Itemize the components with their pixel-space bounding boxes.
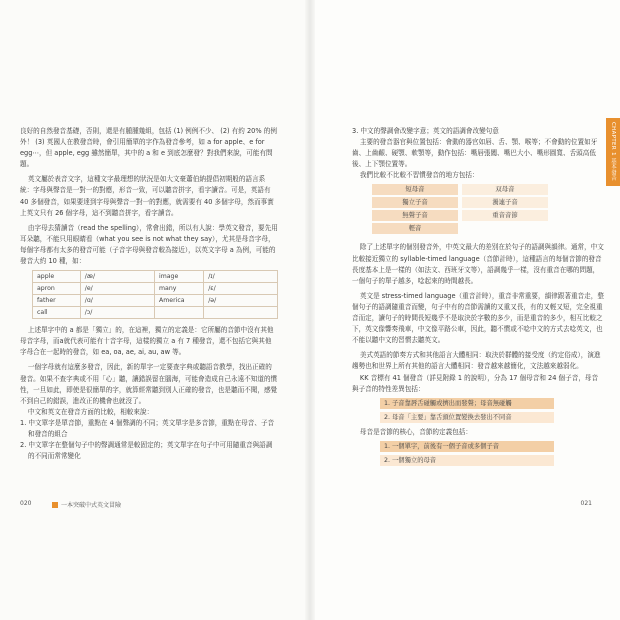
highlight-box: 2. 母音「主要」靠舌頭位置變換去發出不同音 — [380, 412, 554, 423]
table-cell: apple — [33, 271, 81, 283]
table-row — [33, 295, 278, 307]
table-cell: /ɛ/ — [204, 283, 278, 295]
paragraph: 我們比較不比較不習慣發音的地方包括： — [359, 171, 479, 180]
paragraph: 英文屬於表音文字，這種文字最理想的狀況是如大文豪蕭伯納提倡初期般的語言系統：字母與聲音是一對一的對應，形音一致，可以聽音拼字，看字讀音。可是，英語有 40 多個發音，如果要達到字母與聲音一對一的對應，就需要有 40 多個字母，然而事實上英文只有 26 個字母，這不到聽音拼字，看字讀音。 — [20, 175, 274, 217]
paragraph: 良好的自然發音基礎，否則，還是有腫腫幾組，包括 (1) 例例不少、 (2) 有約 20% 的例外！ (3) 英國人在教發音時，會引用簡單的字作為發音參考，如 a for apple、e for egg⋯，但 apple, egg 雖然簡單，其中的 a 和 e 到底怎麼發？對我們來說，可能有問題。 — [20, 127, 277, 169]
paragraph: 英文是 stress-timed language（重音計時），重音非常重要，韻律跟著重音走，整個句子的語調隨重音而變，句子中有的音節需讀的又重又長，有的又輕又短，完全視重音而定，讀句子的時間長短幾乎不是取決於字數的多少，而是重音的多少，相互比較之下，英文像響奏飛車，中文像平路公車，因此，聽不慣或不唸中文的方式去唸英文，也不能以聽中文的習慣去聽英文。 — [352, 291, 604, 345]
paragraph: 母音是音節的核心，音節的定義包括： — [359, 427, 472, 436]
grid-cell: 無聲子音 — [372, 210, 458, 221]
highlight-box: 2. 一個獨立的母音 — [380, 455, 554, 466]
table-cell: apron — [33, 283, 81, 295]
grid-cell: 獨立子音 — [372, 197, 458, 208]
left-text-column — [20, 126, 278, 462]
paragraph: 上述單字中的 a 都是「獨立」的，在這裡，獨立的定義是：它所屬的音節中沒有其他母音字母，而a就代表可能有十音字母，這樣的獨立 a 有 7 種發音，還不包括它與其他字母合在一起時的發音，如 ea, oa, ae, ai, au, aw 等。 — [20, 326, 274, 357]
right-text-column — [352, 126, 604, 468]
table-cell: /e/ — [80, 283, 154, 295]
orange-square-icon — [52, 502, 58, 508]
table-cell: /ɑ/ — [80, 295, 154, 307]
highlight-box: 1. 一個單字，前後有一個子音或多個子音 — [380, 441, 554, 452]
list-item: 1. 中文單字是單音節，重點在 4 個聲調的不同；英文單字是多音節，重點在母音、子音和發音的組合 — [20, 418, 275, 438]
table-cell: /ɪ/ — [204, 271, 278, 283]
grid-cell: 重音音節 — [462, 210, 548, 221]
book-gutter — [305, 0, 315, 620]
table-cell: America — [155, 295, 204, 307]
table-cell: call — [33, 307, 81, 319]
table-cell — [204, 307, 278, 319]
paragraph: KK 音標有 41 個發音（詳見附錄 1 的說明），分為 17 個母音和 24 個子音，母音與子音的特性差異包括： — [352, 373, 599, 393]
paragraph: 一個字母就有這麼多發音，因此，新的單字一定要查字典或聽語音教學，找出正確的發音。如果不查字典或不用「心」聽，讓錯誤留在腦海，可能會造成自己永遠不知道的慣性，一旦如此，即使是很簡單的字，就算經常聽到別人正確的發音，也是聽而不聞，感覺不到自己的錯誤，進改正的機會也就沒了。 — [20, 363, 278, 405]
table-cell: /ɔ/ — [80, 307, 154, 319]
speech-sound-grid — [372, 184, 604, 234]
paragraph: 由字母去猜讀音（read the spelling），常會出錯，所以有人說：學英文發音，要先用耳朵聽，不能只用眼睛看（what you see is not what they say），尤其是母音字母，每個字母都有太多的發音可能（子音字母與發音較為接近），以英文字母 a 為例，可能的發音大約 10 種，如： — [20, 223, 278, 266]
table-cell: image — [155, 271, 204, 283]
page-number-left: 020 — [20, 500, 32, 507]
grid-cell: 輕音 — [372, 223, 458, 234]
table-cell: /ə/ — [204, 295, 278, 307]
table-row — [33, 307, 278, 319]
running-title-text: 一本突破中式英文冒險 — [61, 502, 122, 509]
paragraph: 除了上述單字的個別發音外，中英文最大的差別在於句子的語調與韻律。通常，中文比較接近獨立的 syllable-timed language（音節計時），這種語言的每個音節的發音長度基本上是一樣的（如法文、西班牙文等），語調幾乎一樣，沒有重音在哪的問題，一個句子的單子越多，唸起來的時間越長。 — [352, 243, 604, 285]
table-cell — [155, 307, 204, 319]
chapter-side-tab: CHAPTER 1 基本發音 — [606, 118, 620, 186]
table-row — [33, 271, 278, 283]
list-item: 2. 中文單字在整個句子中的聲調通常是較固定的；英文單字在句子中可用隨重音與語調的不同而常常變化 — [20, 441, 273, 461]
right-page — [310, 0, 620, 620]
grid-cell: 双母音 — [462, 184, 548, 195]
list-item: 3. 中文的聲調會改變字意；英文的語調會改變句意 — [352, 127, 499, 135]
grid-cell: 濁連子音 — [462, 197, 548, 208]
table-cell: /æ/ — [80, 271, 154, 283]
paragraph: 中文和英文在發音方面的比較，相較來說： — [27, 407, 154, 416]
grid-cell: 短母音 — [372, 184, 458, 195]
running-title — [52, 500, 121, 509]
vowel-a-table — [32, 270, 278, 319]
paragraph: 主要的發音器官與位置包括：會動的器官如唇、舌、顎、喉等；不會動的位置如牙齒、上齒齦、硬顎、軟顎等，動作包括：嘴唇張闔、嘴巴大小、嘴形圓寬、舌頭高低後、上下顎位置等。 — [352, 138, 598, 169]
paragraph: 美式英語的節奏方式和其他語言大體相同：取決於群體的接受度（約定俗成），演進趨勢也和世界上所有其他的語言大體相同：發音越來越簡化，文法越來越弱化。 — [352, 351, 601, 371]
table-cell: father — [33, 295, 81, 307]
table-row — [33, 283, 278, 295]
highlight-box: 1. 子音靠唇舌碰觸或擠出而發聲；母音無碰觸 — [380, 398, 554, 409]
table-cell: many — [155, 283, 204, 295]
page-number-right: 021 — [580, 500, 592, 507]
